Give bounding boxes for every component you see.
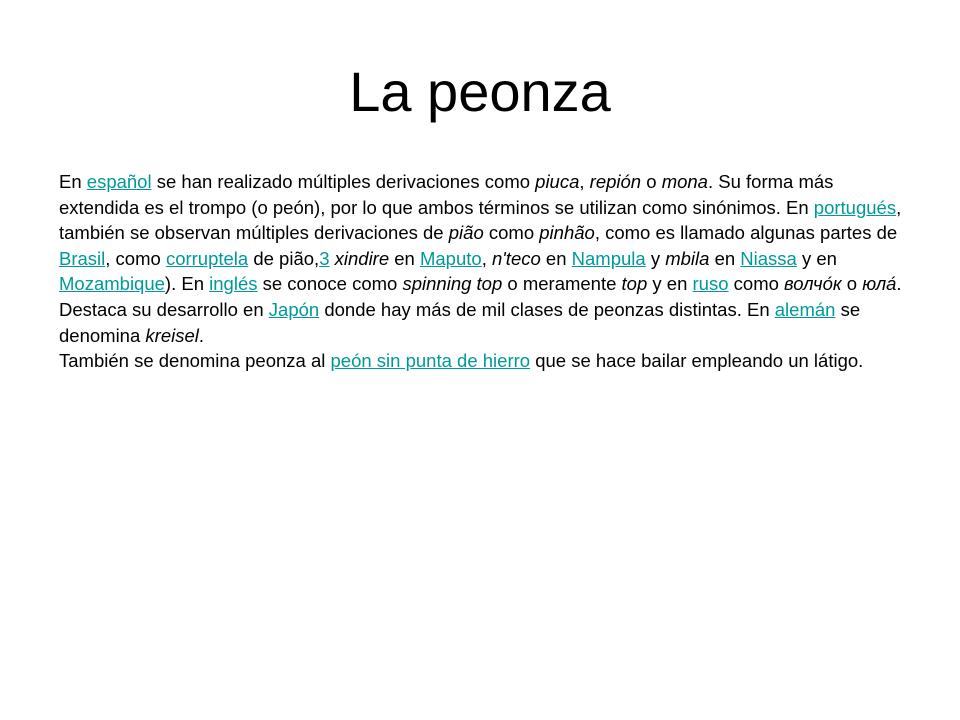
italic-term: spinning top xyxy=(402,273,503,295)
text-run: En xyxy=(59,171,87,192)
page-title: La peonza xyxy=(349,60,611,123)
text-run: . Destaca su desarrollo en xyxy=(59,273,902,320)
text-run: También se denomina peonza al xyxy=(59,350,331,372)
link-japon[interactable]: Japón xyxy=(268,298,320,320)
italic-term: pinhão xyxy=(539,222,595,244)
text-run: se conoce como xyxy=(257,273,403,295)
paragraph-2 xyxy=(59,348,909,374)
text-run: o xyxy=(641,171,662,192)
text-run: se han realizado múltiples derivaciones como xyxy=(151,171,536,192)
text-run: o xyxy=(841,273,863,295)
text-run: , también se observan múltiples derivaciones de xyxy=(59,196,902,244)
body-text xyxy=(59,169,909,374)
link-footnote-3[interactable]: 3 xyxy=(319,247,330,269)
link-ruso[interactable]: ruso xyxy=(692,273,729,295)
link-nampula[interactable]: Nampula xyxy=(571,247,646,269)
italic-term: top xyxy=(621,273,648,295)
italic-term: волчо́к xyxy=(784,273,842,295)
text-run: de pião, xyxy=(248,247,320,269)
text-run: y en xyxy=(647,273,693,295)
text-run: y xyxy=(645,247,666,269)
italic-term: n'teco xyxy=(491,247,541,269)
text-run: . xyxy=(198,324,205,346)
italic-term: юла́ xyxy=(862,273,897,295)
text-run: se denomina xyxy=(59,298,861,346)
paragraph-1 xyxy=(59,169,909,348)
text-run: o meramente xyxy=(502,273,622,295)
link-espanol[interactable]: español xyxy=(86,171,152,192)
italic-term: xindire xyxy=(334,247,390,269)
link-corruptela[interactable]: corruptela xyxy=(165,247,249,269)
text-run: , como xyxy=(105,247,166,269)
text-run: que se hace bailar empleando un látigo. xyxy=(530,350,864,372)
link-niassa[interactable]: Niassa xyxy=(740,247,797,269)
text-run: ). En xyxy=(164,273,210,295)
text-run: . Su forma más extendida es el trompo (o peón), por lo que ambos términos se utilizan como sinónimos. En xyxy=(59,171,834,218)
text-run: donde hay más de mil clases de peonzas distintas. En xyxy=(319,298,775,320)
text-run: en xyxy=(389,247,420,269)
italic-term: kreisel xyxy=(145,324,199,346)
text-run: en xyxy=(540,247,572,269)
italic-term: pião xyxy=(448,222,484,244)
link-mozambique[interactable]: Mozambique xyxy=(59,273,165,295)
link-portugues[interactable]: portugués xyxy=(813,196,897,218)
text-run: en xyxy=(709,247,741,269)
text-run: , como es llamado algunas partes de xyxy=(594,222,898,244)
text-run: como xyxy=(728,273,785,295)
text-run: y en xyxy=(796,247,837,269)
text-run: , xyxy=(481,247,492,269)
link-ingles[interactable]: inglés xyxy=(209,273,258,295)
link-peon-sin-punta-de-hierro[interactable]: peón sin punta de hierro xyxy=(330,350,531,372)
italic-term: piuca xyxy=(535,171,580,192)
italic-term: mbila xyxy=(665,247,710,269)
link-brasil[interactable]: Brasil xyxy=(59,247,106,269)
text-run: como xyxy=(483,222,540,244)
italic-term: repión xyxy=(589,171,642,192)
text-run: , xyxy=(579,171,590,192)
link-aleman[interactable]: alemán xyxy=(774,298,836,320)
link-maputo[interactable]: Maputo xyxy=(419,247,482,269)
italic-term: mona xyxy=(661,171,708,192)
